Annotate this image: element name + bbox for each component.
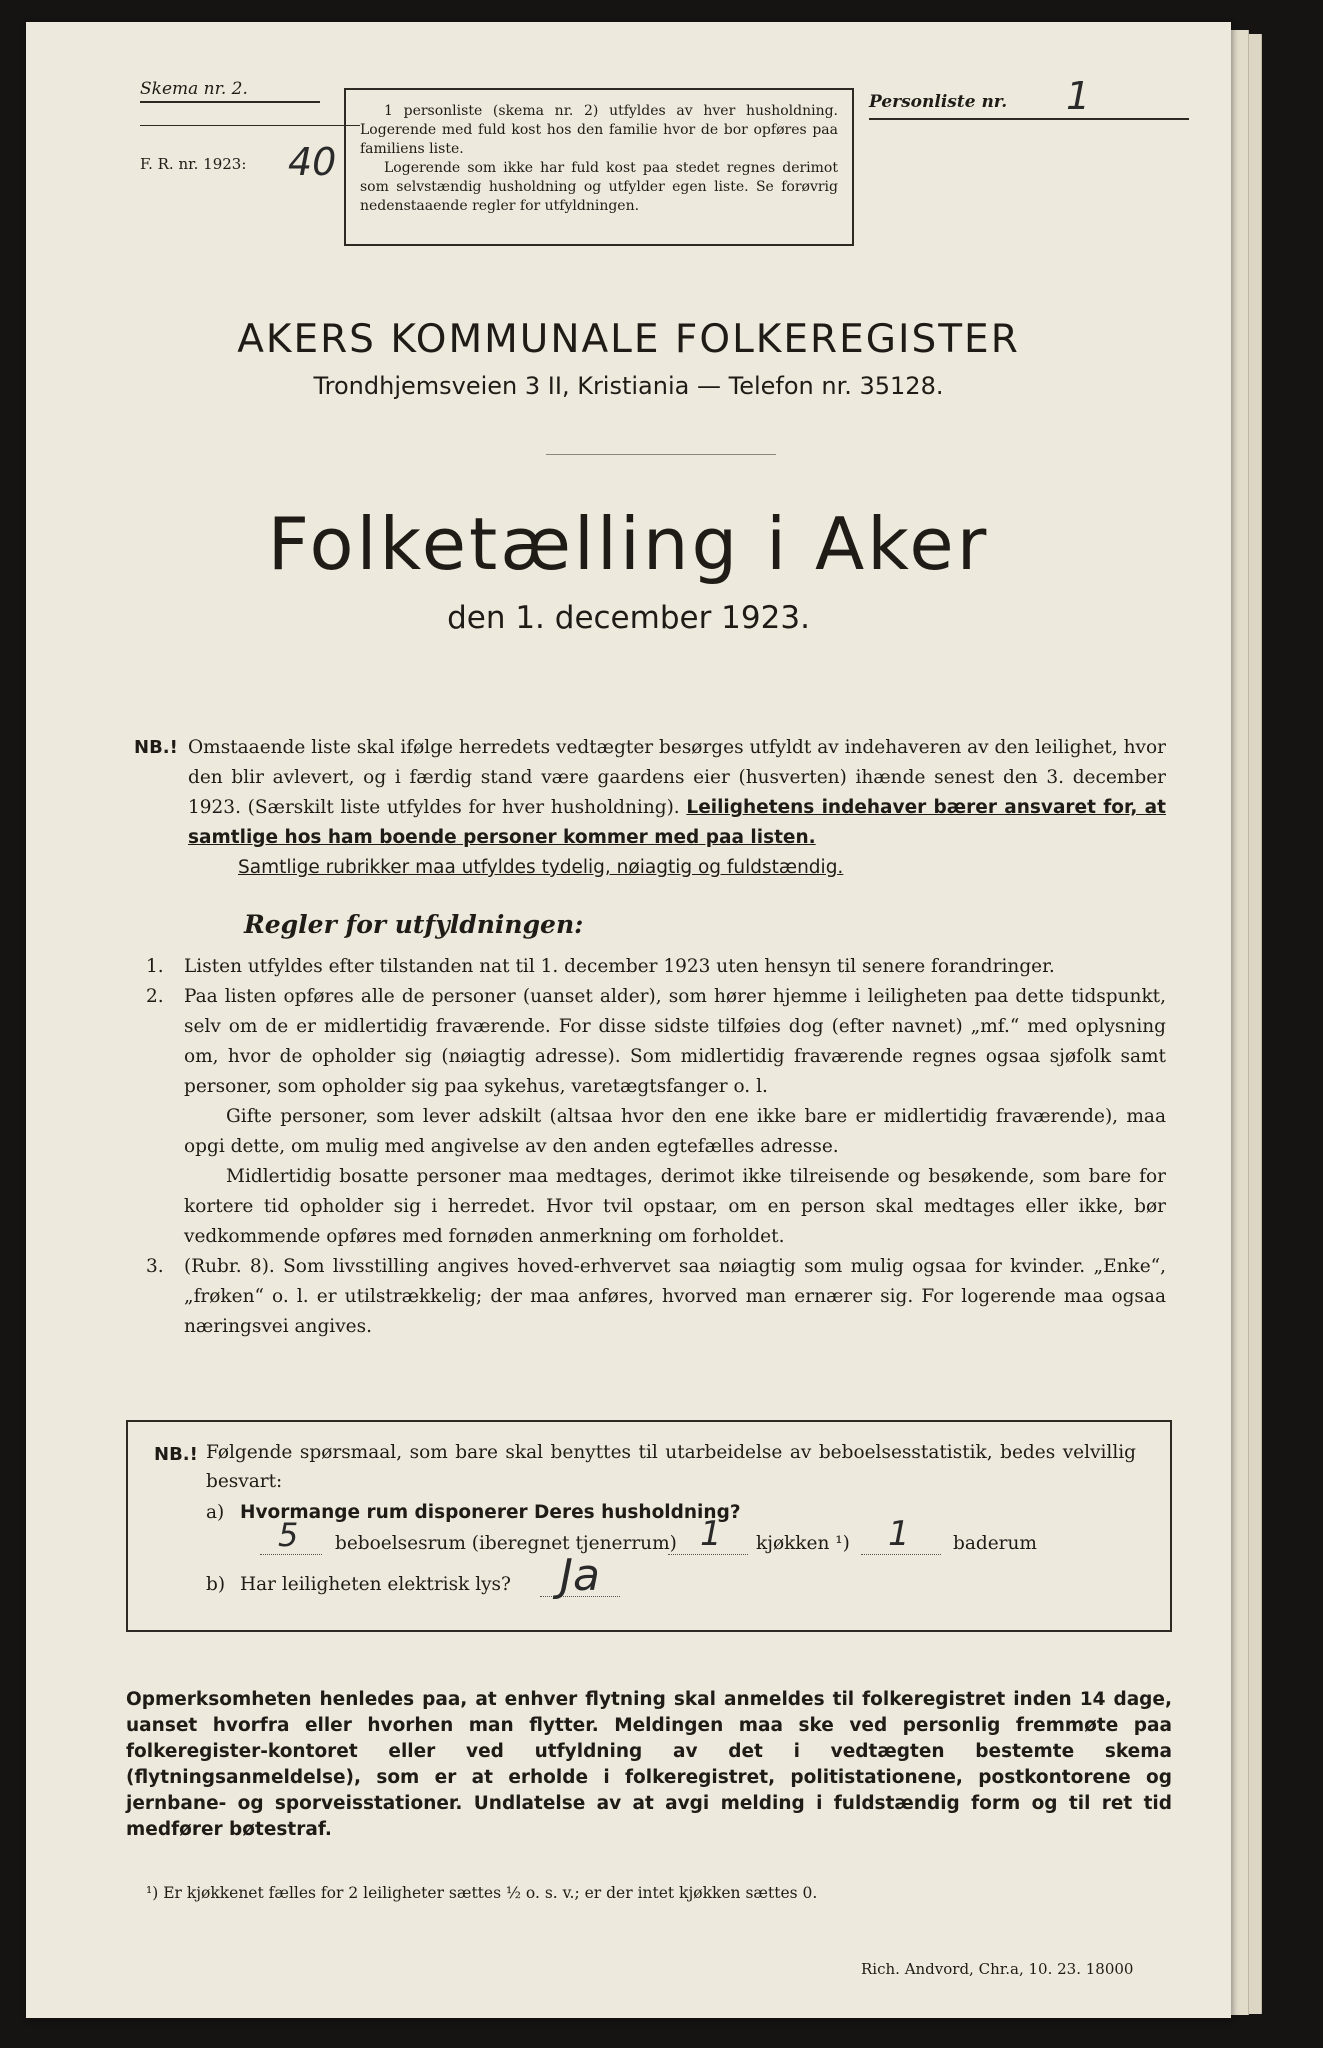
kitchen-field[interactable]: [668, 1554, 748, 1555]
rule-text: Paa listen opføres alle de personer (uanset alder), som hører hjemme i leiligheten paa dette tidspunkt, selv om de er midlertidig fraværende. For disse sidste tilføies dog (efter navnet) „mf.“ med oplysning om, hvor de opholder sig (nøiagtig adresse). Som midlertidig fraværende regnes ogsaa sjøfolk samt personer, som opholder sig paa sykehus, varetægtsfanger o. l.: [184, 986, 1166, 1097]
printer-imprint: Rich. Andvord, Chr.a, 10. 23. 18000: [861, 1960, 1134, 1978]
rule-item-1: [146, 952, 1166, 982]
kitchen-value[interactable]: 1: [700, 1514, 722, 1554]
fr-number-value[interactable]: 40: [288, 140, 337, 184]
org-address: Trondhjemsveien 3 II, Kristiania — Telefon nr. 35128.: [313, 372, 944, 400]
nb1-text: Omstaaende liste skal ifølge herredets vedtægter besørges utfyldt av indehaveren av den leilighet, hvor den blir avlevert, og i færdig stand være gaardens eier (husverten) ihænde senest den 3. december 1923. (Særskilt liste utfyldes for hver husholdning).: [188, 737, 1166, 818]
rule-text: (Rubr. 8). Som livsstilling angives hoved-erhvervet saa nøiagtig som mulig ogsaa for kvinder. „Enke“, „frøken“ o. l. er utilstrækkelig; der maa anføres, hvorved man ernærer sig. For logerende maa ogsaa næringsvei angives.: [184, 1256, 1166, 1337]
personliste-value[interactable]: 1: [1066, 74, 1091, 118]
kitchen-label: kjøkken ¹): [756, 1533, 850, 1554]
nb1-bold-text: Leilighetens indehaver bærer ansvaret for, at samtlige hos ham boende personer kommer med paa listen.: [188, 797, 1166, 848]
nb1-line2: Samtlige rubrikker maa utfyldes tydelig, nøiagtig og fuldstændig.: [238, 857, 844, 878]
rule-item-2c: [146, 1162, 1166, 1252]
title-divider: [546, 454, 776, 455]
qb-value[interactable]: Ja: [560, 1550, 600, 1601]
housing-questions-box: [126, 1420, 1172, 1632]
main-title: Folketælling i Aker: [267, 502, 990, 586]
rooms-field[interactable]: [260, 1554, 322, 1555]
org-title: AKERS KOMMUNALE FOLKEREGISTER: [237, 317, 1020, 362]
rule-number: 3.: [146, 1256, 164, 1277]
header-left-divider: [140, 125, 360, 126]
census-date: den 1. december 1923.: [447, 600, 810, 636]
nb1-block: [188, 733, 1166, 883]
rules-heading: Regler for utfyldningen:: [244, 910, 584, 939]
notice-text-1: 1 personliste (skema nr. 2) utfyldes av hver husholdning. Logerende med fuld kost hos den familie hvor de bor opføres paa familiens liste.: [360, 103, 838, 157]
nb2-label: NB.!: [154, 1444, 198, 1465]
rules-list: [146, 952, 1166, 1342]
qa-label: a): [206, 1502, 225, 1523]
rule-number: 1.: [146, 956, 164, 977]
rule-text: Gifte personer, som lever adskilt (altsaa hvor den ene ikke bare er midlertidig fraværende), maa opgi dette, om mulig med angivelse av den anden egtefælles adresse.: [184, 1106, 1166, 1157]
rule-number: [146, 1102, 184, 1162]
personliste-label: Personliste nr.: [869, 92, 1008, 112]
personliste-underline: [869, 118, 1189, 120]
notice-text-2: Logerende som ikke har fuld kost paa stedet regnes derimot som selvstændig husholdning og utfylder egen liste. Se forøvrig nedenstaaende regler for utfyldningen.: [360, 160, 838, 214]
bath-field[interactable]: [861, 1554, 941, 1555]
qa-text: Hvormange rum disponerer Deres husholdning?: [240, 1502, 741, 1523]
notice-box: [344, 88, 854, 246]
footer-notice: Opmerksomheten henledes paa, at enhver flytning skal anmeldes til folkeregistret inden 14 dage, uanset hvorfra eller hvorhen man flytter. Meldingen maa ske ved personlig fremmøte paa folkeregister-kontoret eller ved utfyldning av det i vedtægten bestemte skema (flytningsanmeldelse), som er at erholde i folkeregistret, politistationene, postkontorene og jernbane- og sporveisstationer. Undlatelse av at avgi melding i fuldstændig form og til ret tid medfører bøtestraf.: [126, 1689, 1172, 1840]
fr-number-label: F. R. nr. 1923:: [140, 155, 247, 173]
rule-number: [146, 1162, 184, 1252]
skema-number: Skema nr. 2.: [140, 79, 320, 103]
rule-number: 2.: [146, 986, 164, 1007]
rule-item-3: [146, 1252, 1166, 1342]
kitchen-footnote: ¹) Er kjøkkenet fælles for 2 leiligheter sættes ½ o. s. v.; er der intet kjøkken sættes 0.: [146, 1884, 818, 1902]
rule-text: Midlertidig bosatte personer maa medtages, derimot ikke tilreisende og besøkende, som bare for kortere tid opholder sig i herredet. Hvor tvil opstaar, om en person skal medtages eller ikke, bør vedkommende opføres med fornøden anmerkning om forholdet.: [184, 1166, 1166, 1247]
rule-item-2b: [146, 1102, 1166, 1162]
bath-label: baderum: [953, 1533, 1037, 1554]
rooms-value[interactable]: 5: [278, 1516, 299, 1554]
rule-text: Listen utfyldes efter tilstanden nat til 1. december 1923 uten hensyn til senere forandringer.: [184, 956, 1055, 977]
bath-value[interactable]: 1: [888, 1514, 910, 1554]
rooms-label: beboelsesrum (iberegnet tjenerrum): [335, 1533, 677, 1554]
nb1-label: NB.!: [134, 737, 178, 758]
qb-text: Har leiligheten elektrisk lys?: [240, 1574, 511, 1595]
nb2-intro: Følgende spørsmaal, som bare skal benyttes til utarbeidelse av beboelsesstatistik, bedes velvillig besvart:: [206, 1442, 1136, 1492]
census-form-page: [26, 22, 1231, 2018]
qb-label: b): [206, 1574, 226, 1595]
rule-item-2: [146, 982, 1166, 1102]
